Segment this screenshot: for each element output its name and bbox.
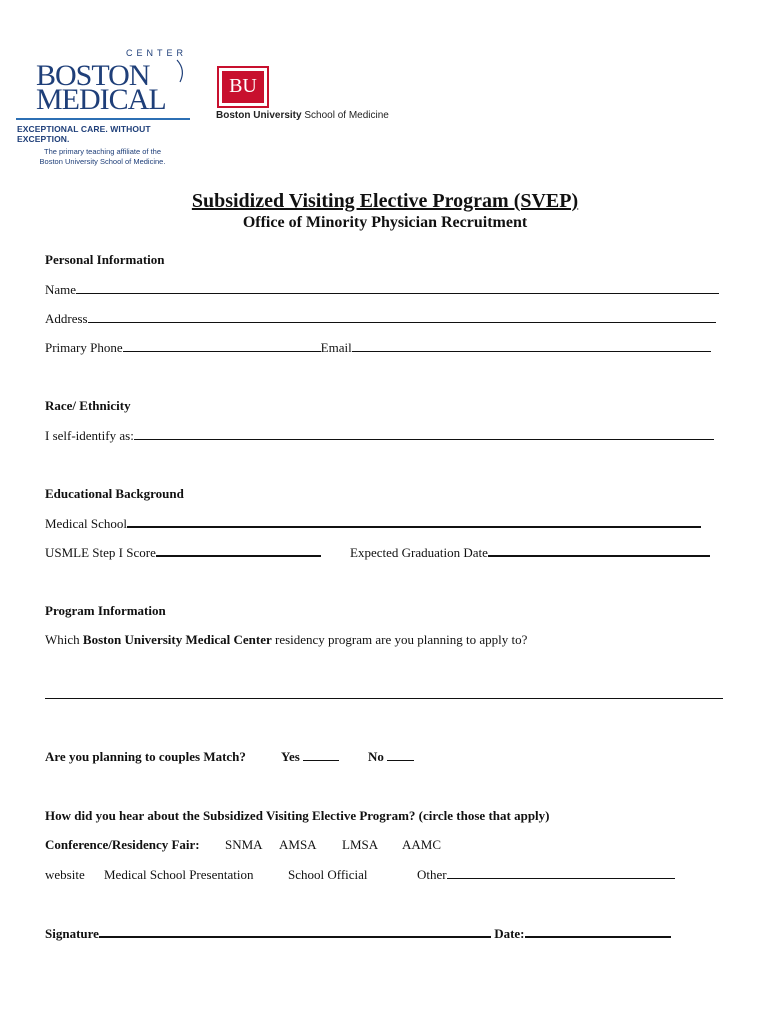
couples-yes-field[interactable] xyxy=(303,749,339,761)
graduation-row xyxy=(350,544,710,561)
self-identify-field[interactable] xyxy=(134,428,714,440)
medical-school-field[interactable] xyxy=(127,515,701,528)
email-label: Email xyxy=(320,340,352,355)
form-subtitle: Office of Minority Physician Recruitment xyxy=(242,214,528,231)
education-heading: Educational Background xyxy=(45,486,184,501)
option-presentation[interactable]: Medical School Presentation xyxy=(104,867,254,882)
phone-email-row xyxy=(45,340,711,356)
affiliation-line-1: The primary teaching affiliate of the xyxy=(43,147,161,156)
couples-yes-label: Yes xyxy=(281,749,300,764)
address-label: Address xyxy=(45,311,88,326)
signature-row xyxy=(45,925,671,942)
bmc-word-line1: BOSTON xyxy=(36,59,150,92)
self-identify-row xyxy=(45,428,714,444)
graduation-label: Expected Graduation Date xyxy=(350,545,488,560)
bu-badge-text: BU xyxy=(222,71,264,103)
signature-label: Signature xyxy=(45,926,99,941)
program-question-post: residency program are you planning to apply to? xyxy=(271,632,528,647)
other-row xyxy=(417,867,675,883)
couples-no-field[interactable] xyxy=(387,749,414,761)
affiliation-line-2: Boston University School of Medicine. xyxy=(39,157,166,166)
usmle-field[interactable] xyxy=(156,544,321,557)
bmc-word-line2: MEDICAL xyxy=(36,83,166,116)
usmle-row xyxy=(45,544,321,561)
personal-heading: Personal Information xyxy=(45,252,165,267)
option-lmsa[interactable]: LMSA xyxy=(342,837,379,852)
bu-logo xyxy=(217,66,269,108)
graduation-field[interactable] xyxy=(488,544,710,557)
name-field[interactable] xyxy=(76,282,719,294)
option-snma[interactable]: SNMA xyxy=(225,837,263,852)
bu-school-name xyxy=(216,110,389,121)
email-field[interactable] xyxy=(352,340,711,352)
medical-school-label: Medical School xyxy=(45,516,127,531)
couples-row xyxy=(45,749,246,765)
center-arc-text: CENTER xyxy=(126,48,188,58)
couples-no-label: No xyxy=(368,749,384,764)
option-website[interactable]: website xyxy=(45,867,85,882)
program-answer-field[interactable] xyxy=(45,698,723,699)
boston-medical-center-logo xyxy=(14,46,194,144)
date-field[interactable] xyxy=(525,925,671,938)
bu-name-rest: School of Medicine xyxy=(301,110,389,121)
name-row xyxy=(45,282,719,298)
date-label: Date: xyxy=(494,926,525,941)
couples-yes xyxy=(281,749,339,765)
bmc-tagline: EXCEPTIONAL CARE. WITHOUT EXCEPTION. xyxy=(17,124,151,144)
bu-name-bold: Boston University xyxy=(216,110,302,121)
hear-question: How did you hear about the Subsidized Visiting Elective Program? (circle those that apply) xyxy=(45,808,550,823)
program-question-pre: Which xyxy=(45,632,83,647)
race-heading: Race/ Ethnicity xyxy=(45,398,131,413)
couples-no xyxy=(368,749,414,765)
phone-field[interactable] xyxy=(123,340,321,352)
other-field[interactable] xyxy=(447,867,675,879)
program-heading: Program Information xyxy=(45,603,166,618)
signature-field[interactable] xyxy=(99,925,491,938)
address-field[interactable] xyxy=(88,311,716,323)
option-aamc[interactable]: AAMC xyxy=(402,837,442,852)
program-question xyxy=(45,632,527,648)
bmc-rule xyxy=(16,118,190,120)
program-question-bold: Boston University Medical Center xyxy=(82,632,272,647)
affiliation-note xyxy=(20,147,185,167)
option-other[interactable]: Other xyxy=(417,867,447,882)
option-amsa[interactable]: AMSA xyxy=(279,837,317,852)
form-title: Subsidized Visiting Elective Program (SVEP) xyxy=(191,190,579,212)
name-label: Name xyxy=(45,282,77,297)
fair-label: Conference/Residency Fair: xyxy=(45,837,200,852)
couples-question: Are you planning to couples Match? xyxy=(45,749,246,764)
usmle-label: USMLE Step I Score xyxy=(45,545,156,560)
medical-school-row xyxy=(45,515,701,532)
phone-label: Primary Phone xyxy=(45,340,123,355)
option-official[interactable]: School Official xyxy=(288,867,368,882)
self-identify-label: I self-identify as: xyxy=(45,428,134,443)
address-row xyxy=(45,311,716,327)
